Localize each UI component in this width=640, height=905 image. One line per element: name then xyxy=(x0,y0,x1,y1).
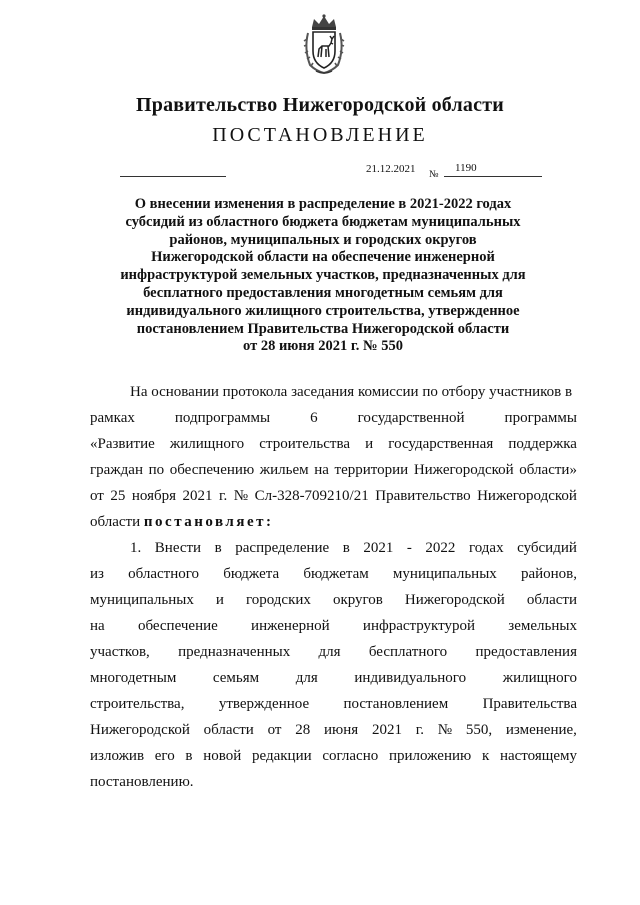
document-type: ПОСТАНОВЛЕНИЕ xyxy=(212,124,428,146)
document-number: 1190 xyxy=(455,162,477,174)
title-line: районов, муниципальных и городских округов xyxy=(169,231,477,248)
title-line: бесплатного предоставления многодетным семьям для xyxy=(143,284,503,301)
word: в xyxy=(214,540,222,556)
word: многодетным xyxy=(90,670,177,686)
word: строительства, xyxy=(90,696,185,712)
word: поддержка xyxy=(508,436,577,452)
word: области xyxy=(203,722,254,738)
word: участков, xyxy=(90,644,150,660)
word: территории xyxy=(334,462,409,478)
paragraph-line xyxy=(90,722,577,739)
document-title xyxy=(100,196,546,356)
word: от xyxy=(267,722,282,738)
word: 2021 xyxy=(363,540,394,556)
word: г. xyxy=(219,488,228,504)
word: обеспечение xyxy=(137,618,218,634)
word: - xyxy=(406,540,412,556)
preamble-line xyxy=(90,410,577,427)
word: индивидуального xyxy=(354,670,467,686)
word: редакции xyxy=(252,748,312,764)
decree-word: постановляет: xyxy=(143,514,274,530)
left-underline xyxy=(120,176,226,177)
nizhny-novgorod-coat-of-arms-icon xyxy=(302,13,346,77)
word: бесплатного xyxy=(368,644,448,660)
word: подпрограммы xyxy=(174,410,271,426)
word: рамках xyxy=(90,410,135,426)
preamble-line xyxy=(90,436,577,453)
word: муниципальных xyxy=(90,592,194,608)
word: областного xyxy=(128,566,200,582)
preamble-area-word: области xyxy=(90,514,141,530)
word: жилищного xyxy=(502,670,577,686)
paragraph-line xyxy=(90,618,577,635)
word: строительства xyxy=(259,436,351,452)
word: распределение xyxy=(235,540,330,556)
word: области» xyxy=(519,462,577,478)
word: государственной xyxy=(357,410,465,426)
word: № xyxy=(437,722,453,738)
word: новой xyxy=(203,748,242,764)
word: его xyxy=(154,748,175,764)
document-date: 21.12.2021 xyxy=(366,163,416,175)
title-line: О внесении изменения в распределение в 2021-2022 годах xyxy=(134,196,512,212)
word: Внести xyxy=(154,540,202,556)
title-line: субсидий из областного бюджета бюджетам муниципальных xyxy=(125,213,521,230)
word: в xyxy=(342,540,350,556)
word: Сл-328-709210/21 xyxy=(254,488,369,504)
right-underline xyxy=(444,176,542,177)
word: программы xyxy=(504,410,577,426)
word: 550, xyxy=(465,722,493,738)
preamble-line: На основании протокола заседания комиссии по отбору участников в xyxy=(130,384,573,400)
title-line: индивидуального жилищного строительства, утвержденное xyxy=(126,302,520,319)
word: для xyxy=(318,644,341,660)
paragraph-line: постановлению. xyxy=(90,774,194,790)
word: по xyxy=(148,462,165,478)
word: муниципальных xyxy=(392,566,497,582)
paragraph-line xyxy=(90,644,577,661)
word: приложению xyxy=(388,748,472,764)
preamble-line xyxy=(90,488,577,505)
word: 25 xyxy=(110,488,126,504)
word: для xyxy=(295,670,318,686)
word: утвержденное xyxy=(218,696,310,712)
preamble-line xyxy=(90,462,577,479)
word: 2021 xyxy=(182,488,213,504)
word: инженерной xyxy=(251,618,330,634)
word: Нижегородской xyxy=(90,722,190,738)
word: г. xyxy=(415,722,424,738)
word: на xyxy=(90,618,105,634)
word: от xyxy=(90,488,104,504)
word: Нижегородской xyxy=(413,462,514,478)
preamble-line xyxy=(90,514,273,531)
word: 28 xyxy=(295,722,311,738)
organization-name: Правительство Нижегородской области xyxy=(136,94,504,116)
word: № xyxy=(233,488,249,504)
word: «Развитие xyxy=(90,436,155,452)
word: субсидий xyxy=(517,540,577,556)
title-line: от 28 июня 2021 г. № 550 xyxy=(243,338,403,355)
word: инфраструктурой xyxy=(362,618,476,634)
word: государственная xyxy=(388,436,494,452)
word: 2022 xyxy=(425,540,456,556)
word: изложив xyxy=(90,748,145,764)
word: округов xyxy=(332,592,383,608)
word: в xyxy=(185,748,193,764)
word: и xyxy=(215,592,224,608)
word: из xyxy=(90,566,104,582)
word: Правительство xyxy=(375,488,471,504)
paragraph-line xyxy=(90,696,577,713)
word: бюджета xyxy=(223,566,280,582)
word: постановлением xyxy=(343,696,449,712)
title-line: постановлением Правительства Нижегородской области xyxy=(136,320,510,337)
word: годах xyxy=(468,540,504,556)
title-line: инфраструктурой земельных участков, предназначенных для xyxy=(120,267,526,284)
word: изменение, xyxy=(505,722,577,738)
word: 6 xyxy=(310,410,318,426)
word: предназначенных xyxy=(178,644,291,660)
word: земельных xyxy=(508,618,577,634)
word: обеспечению xyxy=(169,462,255,478)
word: и xyxy=(365,436,374,452)
word: жильем xyxy=(259,462,309,478)
word: Правительства xyxy=(482,696,577,712)
word: районов, xyxy=(520,566,577,582)
word: области xyxy=(526,592,577,608)
word: согласно xyxy=(322,748,379,764)
word: жилищного xyxy=(169,436,245,452)
word: бюджетам xyxy=(303,566,369,582)
word: июня xyxy=(324,722,359,738)
paragraph-line xyxy=(90,592,577,609)
title-line: Нижегородской области на обеспечение инженерной xyxy=(151,249,495,266)
word: 2021 xyxy=(371,722,402,738)
word: предоставления xyxy=(475,644,577,660)
word: к xyxy=(481,748,490,764)
word: на xyxy=(314,462,329,478)
word: ноября xyxy=(131,488,177,504)
number-sign: № xyxy=(429,169,439,180)
paragraph-line xyxy=(90,748,577,765)
paragraph-line xyxy=(90,670,577,687)
word: семьям xyxy=(212,670,260,686)
word: 1. xyxy=(130,540,142,556)
word: Нижегородской xyxy=(477,488,577,504)
word: городских xyxy=(245,592,311,608)
paragraph-line xyxy=(130,540,577,557)
paragraph-line xyxy=(90,566,577,583)
word: граждан xyxy=(90,462,143,478)
word: Нижегородской xyxy=(404,592,505,608)
word: настоящему xyxy=(499,748,577,764)
